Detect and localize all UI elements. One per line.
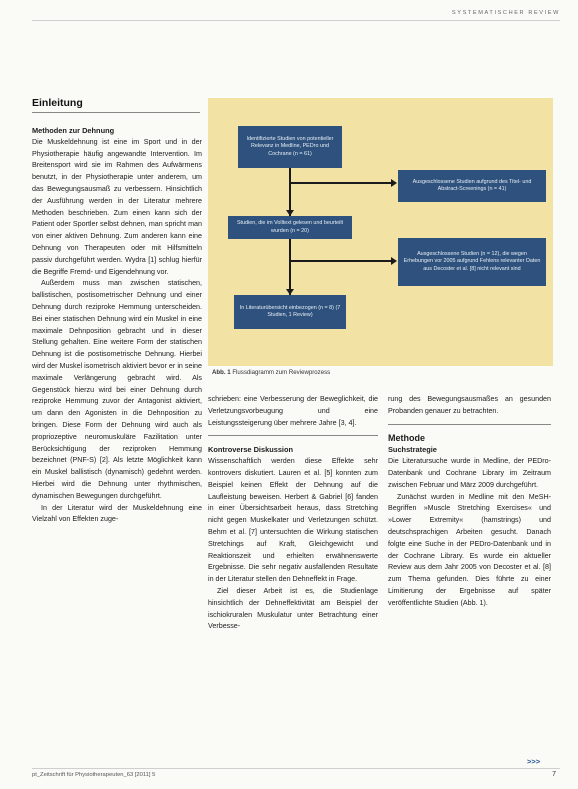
paragraph: Wissenschaftlich werden diese Effekte sehr kontrovers diskutiert. Lauren et al. [5] konnten zum Beispiel keinen Effekt der Dehnung auf die Laufleistung beweisen. Herbert & Gabriel [6] fanden in einer Übersichtsarbeit heraus, dass Stretching nicht gegen Muskelkater und Verletzungen schützt. Behm et al. [7] untersuchten die Wirkung statischen Stretchings auf Kraft, Gleichgewicht und Reaktionszeit und erhielten erwähnenswerte Ergebnisse. Die sehr negativ ausfallenden Resultate in der Literatur stellen den Dehneffekt in Frage.: [208, 457, 378, 584]
column-2: [208, 394, 378, 633]
subhead-controversy: Kontroverse Diskussion: [208, 445, 294, 455]
flow-line: [289, 239, 291, 295]
paragraph: Zunächst wurden in Medline mit den MeSH-Begriffen »Muscle Stretching Exercises« und »Lower Extremity« (hamstrings) und deutschsprachigen Arbeiten gesucht. Danach folgte eine Suche in der PEDro-Datenbank und in der Cochrane Library. Es wurde ein aktueller Review aus dem Jahr 2005 von Decoster et al. [8] zum Thema gefunden. Dies führte zu einer Limitierung der Ergebnisse auf später veröffentlichte Studien (Abb. 1).: [388, 492, 551, 607]
caption-label: Abb. 1: [212, 369, 231, 376]
column-1: [32, 125, 202, 526]
section-title-method: Methode: [388, 432, 425, 443]
subsection-rule: [208, 435, 378, 436]
page-number: 7: [552, 771, 556, 778]
column-3: [388, 394, 551, 610]
footer-journal: pt_Zeitschrift für Physiotherapeuten_63 [2011] 5: [32, 772, 156, 778]
flow-box-identified: Identifizierte Studien von potentieller Relevanz in Medline, PEDro und Cochrane (n = 61): [238, 126, 342, 168]
flow-line: [290, 260, 391, 262]
running-header: SYSTEMATISCHER REVIEW: [451, 10, 560, 16]
flow-box-excluded-fulltext: Ausgeschlossene Studien (n = 12), die wegen Erhebungen vor 2005 aufgrund Fehlens relevanter Daten aus Decoster et al. [8] nicht relevant sind: [398, 238, 546, 286]
section-rule: [32, 112, 200, 113]
flow-box-fulltext: Studien, die im Volltext gelesen und beurteilt wurden (n = 20): [228, 216, 352, 239]
continue-arrow-icon: >>>: [527, 757, 541, 766]
subsection-rule: [388, 424, 551, 425]
section-title: Einleitung: [32, 97, 83, 109]
paragraph: Die Literatursuche wurde in Medline, der PEDro-Datenbank und Cochrane Library im Zeitraum zwischen Februar und März 2009 durchgeführt.: [388, 457, 551, 489]
flow-box-excluded-screening: Ausgeschlossene Studien aufgrund des Titel- und Abstract-Screenings (n = 41): [398, 170, 546, 202]
footer-rule: [32, 768, 560, 769]
flow-box-included: In Literaturübersicht einbezogen (n = 8) (7 Studien, 1 Review): [234, 295, 346, 329]
flowchart-figure: [208, 98, 553, 366]
flow-line: [289, 168, 291, 216]
paragraph: rung des Bewegungsausmaßes an gesunden Probanden genauer zu betrachten.: [388, 395, 551, 415]
subhead-search-strategy: Suchstrategie: [388, 445, 437, 455]
caption-text: Flussdiagramm zum Reviewprozess: [232, 369, 331, 376]
arrow-right-icon: [391, 257, 397, 265]
arrow-right-icon: [391, 179, 397, 187]
paragraph: Ziel dieser Arbeit ist es, die Studienlage hinsichtlich der Dehneffektivität am Beispiel der ischiokruralen Muskulatur unter Betrachtung einer Verbesse-: [208, 586, 378, 631]
header-rule: [32, 20, 560, 21]
flow-line: [290, 182, 391, 184]
paragraph: schrieben: eine Verbesserung der Beweglichkeit, die Verletzungsvorbeugung und eine Leistungssteigerung über mehrere Jahre [3, 4].: [208, 395, 378, 427]
subhead-methods: Methoden zur Dehnung: [32, 126, 115, 135]
paragraph: In der Literatur wird der Muskeldehnung eine Vielzahl von Effekten zuge-: [32, 503, 202, 524]
paragraph: Die Muskeldehnung ist eine im Sport und in der Physiotherapie häufig angewandte Intervention. Im Breitensport wird sie im Rahmen des Aufwärmens benutzt, in der Physiotherapie unter anderem, um das Bewegungsausmaß zu verbessern. Hinsichtlich der Ausführung werden in der Literatur mehrere Methoden beschrieben. Zum einen kann sich der Patient oder Sportler selbst dehnen, man spricht man von einer aktiven Dehnung. Zum anderen kann eine Dehnung von Therapeuten oder mit Hilfsmitteln passiv durchgeführt werden. Wydra [1] schlug hierfür die Begriffe Fremd- und Eigendehnung vor.: [32, 137, 202, 276]
paragraph: Außerdem muss man zwischen statischen, ballistischen, postisometrischer Dehnung und einer Dehnung durch reziproke Hemmung unterscheiden. Bei einer statischen Dehnung wird ein Muskel in eine maximale Dehnposition gebracht und in dieser Stellung gehalten. Eine weitere Form der statischen Dehnung ist die postisometrische Dehnung. Hierbei wird der Muskel isometrisch aktiviert bevor er in seine maximale Verlängerung gebracht wird. Als Gegenstück hierzu wird bei einer Dehnung durch reziproke Hemmung zuvor der Antagonist aktiviert, um dann den Agonisten in die Dehnposition zu bringen. Diese Form der Dehnung wird auch als propriozeptive neuromuskuläre Fazilitation unter Berücksichtigung der reziproken Hemmung bezeichnet (PNF-S) [2]. Als letzte Möglichkeit kann ein Muskel ballistisch (dynamisch) gedehnt werden. Hierbei wird die Dehnung unter rhythmischen, dynamischen Bewegungen durchgeführt.: [32, 279, 202, 500]
figure-caption: [212, 369, 330, 376]
